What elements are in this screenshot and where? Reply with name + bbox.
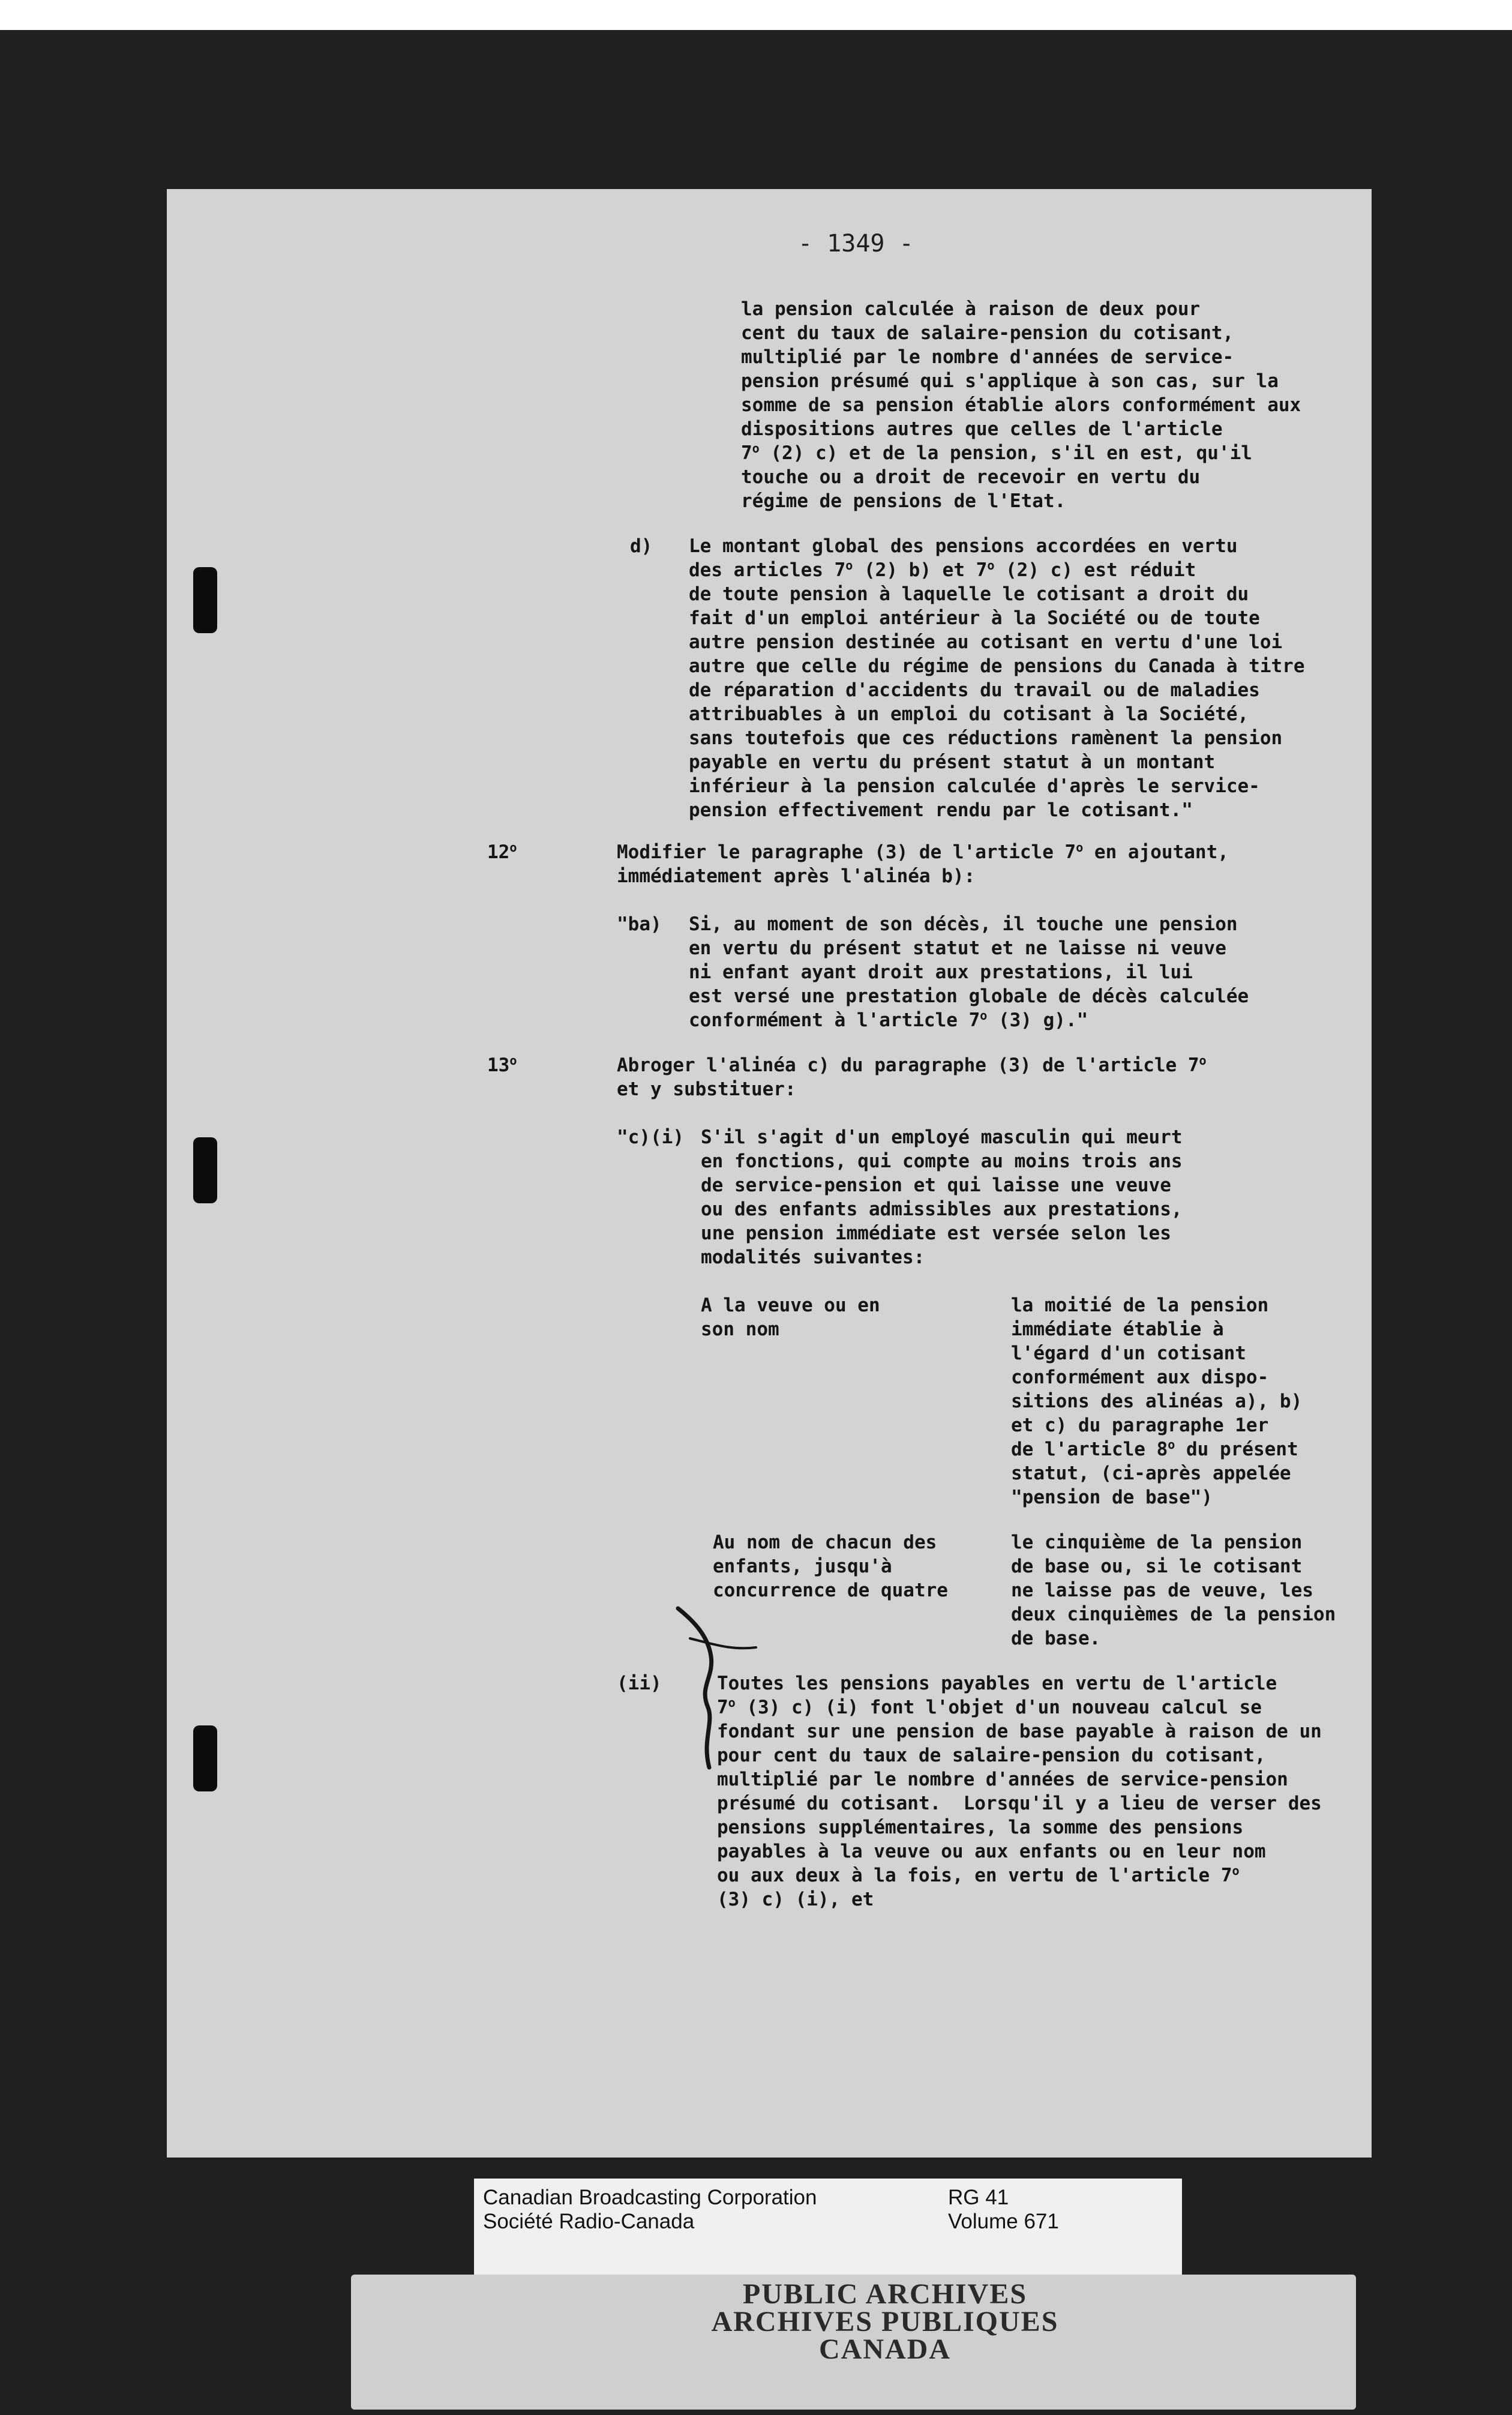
text-line: pour cent du taux de salaire-pension du cotisant, [717, 1745, 1266, 1766]
text-line: 7$^o$ (3) c) (i) font l'objet d'un nouveau calcul se [717, 1695, 1262, 1718]
text-line: son nom [701, 1319, 779, 1340]
volume-number: Volume 671 [948, 2210, 1059, 2233]
text-line: somme de sa pension établie alors conformément aux [741, 394, 1301, 416]
text-line: immédiate établie à [1011, 1319, 1224, 1340]
text-line: conformément aux dispo- [1011, 1367, 1269, 1388]
text-line: sitions des alinéas a), b) [1011, 1391, 1303, 1412]
stamp-line: ARCHIVES PUBLIQUES [711, 2306, 1059, 2338]
text-line: attribuables à un emploi du cotisant à la Société, [689, 703, 1249, 725]
text-line: Modifier le paragraphe (3) de l'article 7$^o$ en ajoutant, [617, 840, 1229, 863]
text-line: ou aux deux à la fois, en vertu de l'article 7$^o$ [717, 1863, 1240, 1886]
text-line: ou des enfants admissibles aux prestations, [701, 1198, 1183, 1220]
text-line: ni enfant ayant droit aux prestations, il lui [689, 961, 1193, 983]
text-line: Au nom de chacun des [713, 1532, 937, 1553]
text-line: de réparation d'accidents du travail ou de maladies [689, 679, 1260, 701]
text-line: statut, (ci-après appelée [1011, 1463, 1291, 1484]
org-name-en: Canadian Broadcasting Corporation [483, 2186, 817, 2209]
text-line: immédiatement après l'alinéa b): [617, 865, 976, 887]
stamp-line: PUBLIC ARCHIVES [742, 2278, 1028, 2310]
text-line: A la veuve ou en [701, 1295, 880, 1316]
text-line: cent du taux de salaire-pension du cotisant, [741, 322, 1234, 344]
item-label: 12$^o$ [487, 840, 517, 863]
text-line: payables à la veuve ou aux enfants ou en leur nom [717, 1841, 1266, 1862]
item-label: "c)(i) [617, 1126, 684, 1148]
item-label: d) [630, 535, 653, 557]
text-line: 7$^o$ (2) c) et de la pension, s'il en est, qu'il [741, 441, 1252, 464]
text-line: le cinquième de la pension [1011, 1532, 1303, 1553]
text-line: de base. [1011, 1628, 1101, 1649]
stamp-line: CANADA [819, 2333, 951, 2365]
text-line: l'égard d'un cotisant [1011, 1343, 1246, 1364]
text-line: Le montant global des pensions accordées en vertu [689, 535, 1238, 557]
text-line: des articles 7$^o$ (2) b) et 7$^o$ (2) c) est réduit [689, 558, 1196, 581]
text-line: de base ou, si le cotisant [1011, 1556, 1303, 1577]
handwritten-pen-mark [666, 1602, 768, 1770]
film-top-border [0, 0, 1512, 30]
text-line: multiplié par le nombre d'années de service-pension [717, 1769, 1288, 1790]
text-line: concurrence de quatre [713, 1580, 948, 1601]
text-line: de service-pension et qui laisse une veuve [701, 1174, 1171, 1196]
text-line: touche ou a droit de recevoir en vertu du [741, 466, 1201, 488]
binding-hole [193, 567, 217, 633]
text-line: "pension de base") [1011, 1487, 1213, 1508]
archives-stamp [351, 2275, 1356, 2410]
item-label: 13$^o$ [487, 1053, 517, 1076]
text-line: enfants, jusqu'à [713, 1556, 892, 1577]
text-line: une pension immédiate est versée selon les [701, 1223, 1171, 1244]
record-group: RG 41 [948, 2186, 1009, 2209]
text-line: autre que celle du régime de pensions du Canada à titre [689, 655, 1305, 677]
text-line: présumé du cotisant. Lorsqu'il y a lieu de verser des [717, 1793, 1322, 1814]
text-line: (3) c) (i), et [717, 1889, 874, 1910]
text-line: conformément à l'article 7$^o$ (3) g)." [689, 1008, 1088, 1031]
text-line: Abroger l'alinéa c) du paragraphe (3) de l'article 7$^o$ [617, 1053, 1207, 1076]
binding-hole [193, 1137, 217, 1203]
text-line: pensions supplémentaires, la somme des pensions [717, 1817, 1244, 1838]
text-line: fondant sur une pension de base payable à raison de un [717, 1721, 1322, 1742]
text-line: dispositions autres que celles de l'article [741, 418, 1223, 440]
text-line: est versé une prestation globale de décès calculée [689, 985, 1249, 1007]
text-line: et c) du paragraphe 1er [1011, 1415, 1269, 1436]
text-line: fait d'un emploi antérieur à la Société ou de toute [689, 607, 1260, 629]
text-line: modalités suivantes: [701, 1247, 925, 1268]
text-line: inférieur à la pension calculée d'après le service- [689, 775, 1260, 797]
text-line: et y substituer: [617, 1078, 796, 1100]
text-line: pension présumé qui s'applique à son cas, sur la [741, 370, 1279, 392]
text-line: multiplié par le nombre d'années de service- [741, 346, 1234, 368]
text-line: de toute pension à laquelle le cotisant a droit du [689, 583, 1249, 605]
text-line: S'il s'agit d'un employé masculin qui meurt [701, 1126, 1183, 1148]
text-line: payable en vertu du présent statut à un montant [689, 751, 1216, 773]
page-number: - 1349 - [798, 230, 914, 257]
text-line: Toutes les pensions payables en vertu de l'article [717, 1673, 1277, 1694]
text-line: en fonctions, qui compte au moins trois ans [701, 1150, 1183, 1172]
org-name-fr: Société Radio-Canada [483, 2210, 695, 2233]
text-line: la pension calculée à raison de deux pour [741, 298, 1201, 320]
text-line: ne laisse pas de veuve, les [1011, 1580, 1313, 1601]
text-line: Si, au moment de son décès, il touche une pension [689, 913, 1238, 935]
item-label: (ii) [617, 1673, 662, 1694]
text-line: sans toutefois que ces réductions ramènent la pension [689, 727, 1283, 749]
item-label: "ba) [617, 913, 662, 935]
text-line: la moitié de la pension [1011, 1295, 1269, 1316]
text-line: en vertu du présent statut et ne laisse ni veuve [689, 937, 1226, 959]
text-line: régime de pensions de l'Etat. [741, 490, 1066, 512]
text-line: autre pension destinée au cotisant en vertu d'une loi [689, 631, 1283, 653]
text-line: pension effectivement rendu par le cotisant." [689, 799, 1193, 821]
text-line: deux cinquièmes de la pension [1011, 1604, 1336, 1625]
binding-hole [193, 1725, 217, 1791]
text-line: de l'article 8$^o$ du présent [1011, 1437, 1298, 1460]
